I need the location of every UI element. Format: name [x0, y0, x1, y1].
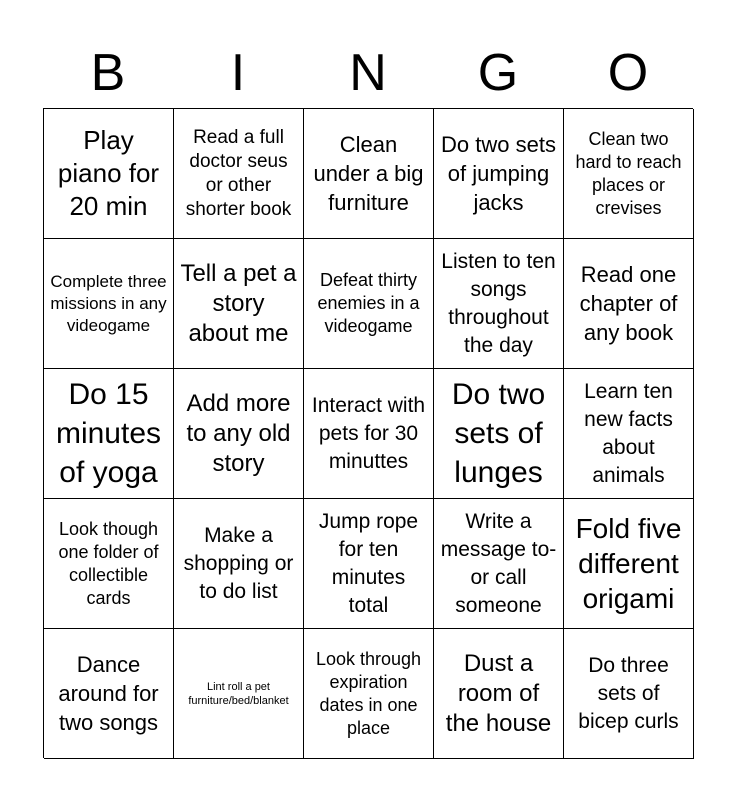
cell-text: Interact with pets for 30 minuttes: [311, 393, 426, 473]
cell-text: Do two sets of lunges: [451, 378, 546, 489]
bingo-cell-r1-c2[interactable]: [174, 109, 304, 239]
bingo-cell-r1-c3[interactable]: [304, 109, 434, 239]
bingo-cell-r2-c4[interactable]: [434, 239, 564, 369]
bingo-cell-r3-c2[interactable]: [174, 369, 304, 499]
bingo-grid: [43, 108, 693, 758]
bingo-cell-r5-c5[interactable]: [564, 629, 694, 759]
bingo-cell-r4-c1[interactable]: [44, 499, 174, 629]
bingo-cell-r3-c1[interactable]: [44, 369, 174, 499]
bingo-cell-r5-c1[interactable]: [44, 629, 174, 759]
cell-text: Play piano for 20 min: [57, 125, 160, 221]
bingo-cell-r1-c4[interactable]: [434, 109, 564, 239]
cell-text: Dust a room of the house: [445, 649, 552, 737]
header-letter-g: G: [477, 44, 519, 102]
bingo-cell-r4-c4[interactable]: [434, 499, 564, 629]
cell-text: Lint roll a pet furniture/bed/blanket: [188, 680, 289, 707]
cell-text: Clean two hard to reach places or crevises: [575, 128, 682, 218]
cell-text: Do two sets of jumping jacks: [441, 132, 556, 215]
bingo-cell-r2-c1[interactable]: [44, 239, 174, 369]
cell-text: Do three sets of bicep curls: [578, 653, 679, 733]
header-letter-b: B: [90, 44, 126, 102]
bingo-cell-r2-c2[interactable]: [174, 239, 304, 369]
cell-text: Learn ten new facts about animals: [584, 379, 673, 487]
cell-text: Look through expiration dates in one place: [315, 648, 422, 738]
cell-text: Defeat thirty enemies in a videogame: [317, 270, 420, 336]
cell-text: Read one chapter of any book: [579, 262, 678, 345]
bingo-cell-r3-c5[interactable]: [564, 369, 694, 499]
bingo-cell-r2-c5[interactable]: [564, 239, 694, 369]
cell-text: Tell a pet a story about me: [180, 259, 297, 347]
cell-text: Jump rope for ten minutes total: [318, 509, 419, 617]
bingo-header: [43, 38, 693, 108]
cell-text: Do 15 minutes of yoga: [55, 378, 162, 489]
bingo-cell-r1-c1[interactable]: [44, 109, 174, 239]
header-letter-o: O: [607, 44, 649, 102]
cell-text: Write a message to- or call someone: [440, 509, 557, 617]
cell-text: Read a full doctor seus or other shorter book: [185, 126, 292, 220]
cell-text: Dance around for two songs: [58, 652, 159, 735]
cell-text: Listen to ten songs throughout the day: [441, 249, 556, 357]
bingo-cell-r5-c2[interactable]: [174, 629, 304, 759]
header-letter-i: I: [230, 44, 246, 102]
bingo-cell-r4-c5[interactable]: [564, 499, 694, 629]
bingo-cell-r5-c4[interactable]: [434, 629, 564, 759]
cell-text: Complete three missions in any videogame: [50, 271, 167, 335]
bingo-cell-r2-c3[interactable]: [304, 239, 434, 369]
bingo-cell-r1-c5[interactable]: [564, 109, 694, 239]
cell-text: Look though one folder of collectible cards: [58, 518, 159, 608]
bingo-cell-r3-c4[interactable]: [434, 369, 564, 499]
bingo-cell-r3-c3[interactable]: [304, 369, 434, 499]
cell-text: Clean under a big furniture: [313, 132, 424, 215]
cell-text: Make a shopping or to do list: [183, 523, 294, 603]
cell-text: Add more to any old story: [186, 389, 291, 477]
bingo-cell-r4-c2[interactable]: [174, 499, 304, 629]
cell-text: Fold five different origami: [575, 513, 682, 614]
bingo-cell-r4-c3[interactable]: [304, 499, 434, 629]
header-letter-n: N: [349, 44, 387, 102]
bingo-cell-r5-c3[interactable]: [304, 629, 434, 759]
